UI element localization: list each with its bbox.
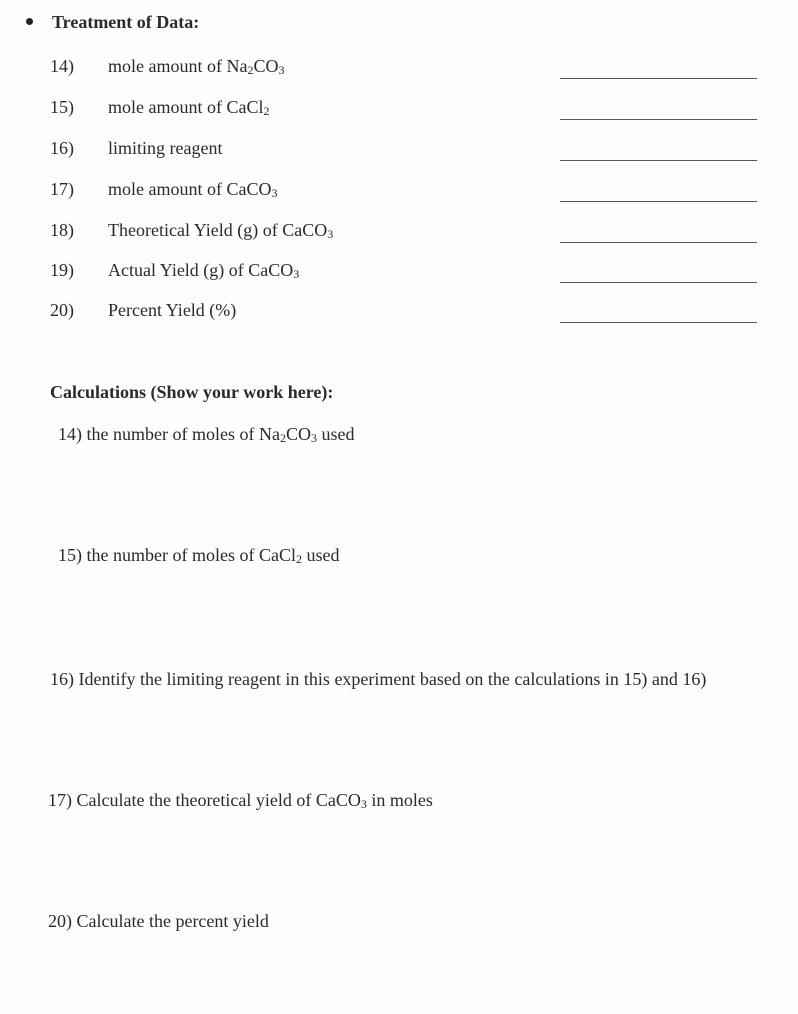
answer-line[interactable] <box>560 322 757 323</box>
item-label: mole amount of CaCl$_2$ <box>108 97 270 118</box>
item-number: 16) <box>50 138 74 158</box>
answer-line[interactable] <box>560 160 757 161</box>
item-number: 15) <box>50 97 74 117</box>
item-number: 14) <box>50 56 74 76</box>
item-number: 18) <box>50 220 74 240</box>
calc-question-16: 16) Identify the limiting reagent in this experiment based on the calculations in 15) and 16) <box>50 669 707 689</box>
answer-line[interactable] <box>560 242 757 243</box>
treatment-title: Treatment of Data: <box>52 12 200 32</box>
answer-line[interactable] <box>560 282 757 283</box>
calc-question-20: 20) Calculate the percent yield <box>48 911 269 931</box>
answer-line[interactable] <box>560 78 757 79</box>
item-number: 20) <box>50 300 74 320</box>
answer-line[interactable] <box>560 119 757 120</box>
treatment-row-15 <box>0 97 798 121</box>
treatment-row-20 <box>0 300 798 324</box>
item-label: limiting reagent <box>108 138 223 158</box>
treatment-row-16 <box>0 138 798 162</box>
item-label: mole amount of $Na_2CO_3$ <box>108 56 285 77</box>
calculations-title: Calculations (Show your work here): <box>50 382 334 402</box>
item-label: mole amount of CaCO$_3$ <box>108 179 278 200</box>
item-label: Actual Yield (g) of CaCO$_3$ <box>108 260 300 281</box>
calc-question-14: 14) the number of moles of $Na_2CO_3$ used <box>58 424 355 445</box>
treatment-row-18 <box>0 220 798 244</box>
treatment-row-17 <box>0 179 798 203</box>
calc-question-15: 15) the number of moles of CaCl$_2$ used <box>58 545 340 566</box>
item-label: Theoretical Yield (g) of CaCO$_3$ <box>108 220 334 241</box>
calc-question-17: 17) Calculate the theoretical yield of CaCO$_3$ in moles <box>48 790 433 811</box>
item-number: 19) <box>50 260 74 280</box>
item-label: Percent Yield (%) <box>108 300 237 320</box>
treatment-row-14 <box>0 56 798 80</box>
item-number: 17) <box>50 179 74 199</box>
treatment-row-19 <box>0 260 798 284</box>
answer-line[interactable] <box>560 201 757 202</box>
bullet-point <box>26 18 33 25</box>
